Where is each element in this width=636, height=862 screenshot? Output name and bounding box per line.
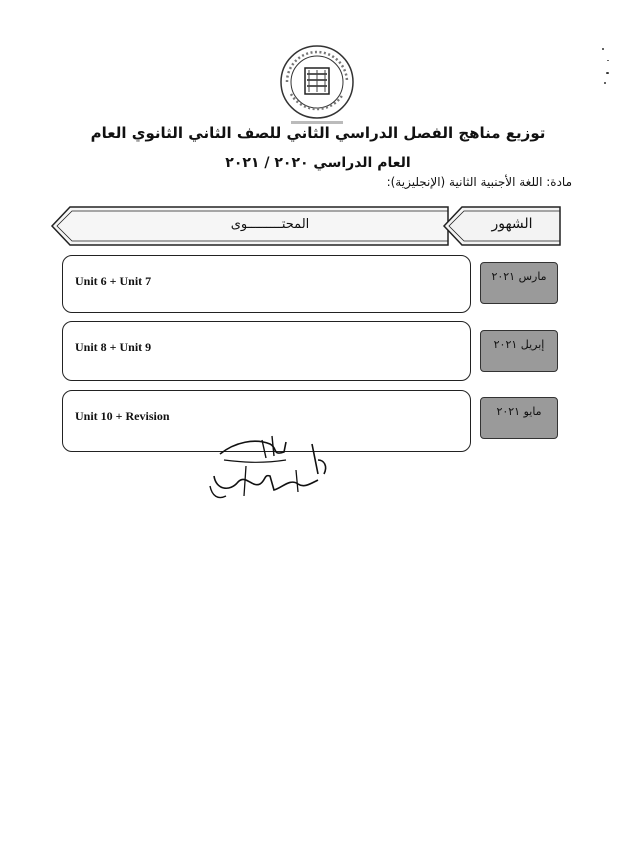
academic-year: العام الدراسي ٢٠٢٠ / ٢٠٢١ <box>225 155 411 171</box>
row-content-text: Unit 8 + Unit 9 <box>75 340 152 354</box>
row-month-cell <box>480 397 558 439</box>
subject-line: مادة: اللغة الأجنبية الثانية (الإنجليزية): <box>386 175 572 189</box>
scan-speck <box>606 72 609 74</box>
row-month-cell <box>480 262 558 304</box>
row-content-text: Unit 6 + Unit 7 <box>75 274 152 288</box>
scan-speck <box>607 60 609 61</box>
handwritten-signature <box>200 430 340 510</box>
row-month-cell <box>480 330 558 372</box>
scan-speck <box>604 82 606 84</box>
table-row-content <box>62 321 471 381</box>
ministry-seal-icon <box>279 44 355 120</box>
row-month-text: مايو ٢٠٢١ <box>496 404 542 418</box>
row-month-text: إبريل ٢٠٢١ <box>493 337 545 351</box>
table-row-content <box>62 255 471 313</box>
row-content-text: Unit 10 + Revision <box>75 409 170 423</box>
row-month-text: مارس ٢٠٢١ <box>491 269 547 283</box>
scan-speck <box>602 48 604 50</box>
document-title: توزيع مناهج الفصل الدراسي الثاني للصف الثاني الثانوي العام <box>90 124 546 142</box>
header-months-label: الشهور <box>491 216 533 232</box>
header-content-label: المحتـــــــــوى <box>230 217 310 232</box>
